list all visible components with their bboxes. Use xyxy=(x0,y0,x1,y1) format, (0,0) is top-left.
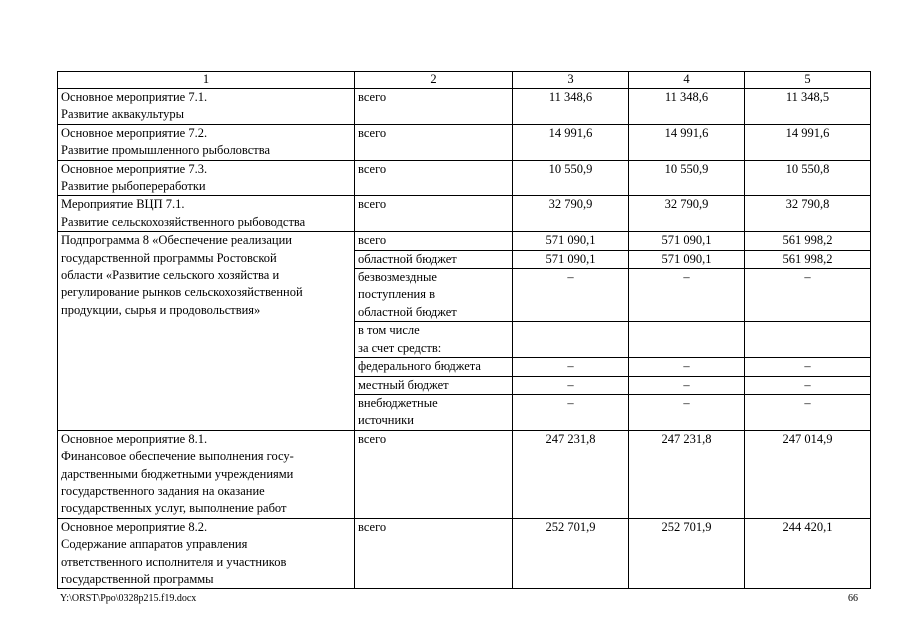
funding-source-line: поступления в xyxy=(358,287,435,302)
value-col5-cell: – xyxy=(745,358,871,376)
value-col5-cell: 14 991,6 xyxy=(745,124,871,160)
value-col3-cell: – xyxy=(513,269,629,322)
measure-name-line: государственного задания на оказание xyxy=(61,483,265,498)
footer-page-number: 66 xyxy=(848,593,858,604)
value-col5-cell: 244 420,1 xyxy=(745,518,871,589)
column-header-5: 5 xyxy=(745,72,871,89)
funding-source-line: местный бюджет xyxy=(358,377,449,392)
table-row xyxy=(58,124,871,160)
measure-name-cell xyxy=(58,518,355,589)
value-col5-cell: 11 348,5 xyxy=(745,89,871,125)
value-col4-cell: 247 231,8 xyxy=(629,430,745,518)
value-col5-cell: 247 014,9 xyxy=(745,430,871,518)
measure-name-line: Развитие рыбопереработки xyxy=(61,179,206,194)
measure-name-line: Развитие промышленного рыболовства xyxy=(61,143,271,158)
column-header-2: 2 xyxy=(355,72,513,89)
table-row xyxy=(58,196,871,232)
value-col4-cell: – xyxy=(629,394,745,430)
value-col3-cell: – xyxy=(513,358,629,376)
value-col3-cell: 11 348,6 xyxy=(513,89,629,125)
value-col4-cell: 32 790,9 xyxy=(629,196,745,232)
funding-source-cell: всего xyxy=(355,196,513,232)
subprogram-name-line: продукции, сырья и продовольствия» xyxy=(61,302,261,317)
measure-name-cell xyxy=(58,160,355,196)
funding-source-line: внебюджетные xyxy=(358,395,438,410)
funding-source-cell xyxy=(355,232,513,250)
value-col5-cell: – xyxy=(745,269,871,322)
measure-name-cell xyxy=(58,196,355,232)
funding-source-line: источники xyxy=(358,413,414,428)
funding-source-line: безвозмездные xyxy=(358,270,437,285)
value-col4-cell: 252 701,9 xyxy=(629,518,745,589)
value-col5-cell: 561 998,2 xyxy=(745,250,871,268)
measure-name-line: Основное мероприятие 8.1. xyxy=(61,431,208,446)
funding-source-cell: всего xyxy=(355,430,513,518)
funding-source-line: за счет средств: xyxy=(358,340,442,355)
measure-name-line: государственных услуг, выполнение работ xyxy=(61,501,287,516)
subprogram-name-line: регулирование рынков сельскохозяйственной xyxy=(61,285,303,300)
value-col3-cell: 571 090,1 xyxy=(513,250,629,268)
funding-source-cell: всего xyxy=(355,89,513,125)
value-col4-cell: 14 991,6 xyxy=(629,124,745,160)
column-header-1: 1 xyxy=(58,72,355,89)
value-col3-cell: 10 550,9 xyxy=(513,160,629,196)
subprogram-name-cell xyxy=(58,232,355,430)
funding-source-cell xyxy=(355,322,513,358)
value-col4-cell: 571 090,1 xyxy=(629,250,745,268)
footer-file-path: Y:\ORST\Ppo\0328p215.f19.docx xyxy=(60,593,197,604)
value-col5-cell: 561 998,2 xyxy=(745,232,871,250)
value-col3-cell: 32 790,9 xyxy=(513,196,629,232)
subprogram-name-line: области «Развитие сельского хозяйства и xyxy=(61,268,280,283)
value-col4-cell: 571 090,1 xyxy=(629,232,745,250)
value-col3-cell xyxy=(513,322,629,358)
funding-source-cell xyxy=(355,394,513,430)
funding-source-cell xyxy=(355,376,513,394)
measure-name-line: Основное мероприятие 8.2. xyxy=(61,519,208,534)
funding-source-line: областной бюджет xyxy=(358,251,457,266)
funding-source-cell xyxy=(355,269,513,322)
measure-name-cell xyxy=(58,430,355,518)
table-row xyxy=(58,518,871,589)
value-col5-cell: 10 550,8 xyxy=(745,160,871,196)
column-header-4: 4 xyxy=(629,72,745,89)
measure-name-cell xyxy=(58,89,355,125)
funding-source-cell xyxy=(355,250,513,268)
measure-name-line: Основное мероприятие 7.1. xyxy=(61,90,208,104)
subprogram-name-line: государственной программы Ростовской xyxy=(61,250,277,265)
funding-source-line: федерального бюджета xyxy=(358,359,481,374)
measure-name-line: Содержание аппаратов управления xyxy=(61,537,248,552)
funding-source-line: в том числе xyxy=(358,323,420,338)
value-col4-cell: – xyxy=(629,358,745,376)
subprogram-name-line: Подпрограмма 8 «Обеспечение реализации xyxy=(61,233,292,248)
value-col4-cell xyxy=(629,322,745,358)
value-col3-cell: 571 090,1 xyxy=(513,232,629,250)
measure-name-line: Развитие аквакультуры xyxy=(61,107,185,122)
budget-table xyxy=(57,71,871,589)
measure-name-cell xyxy=(58,124,355,160)
table-row xyxy=(58,232,871,250)
measure-name-line: государственной программы xyxy=(61,571,214,586)
table-header-row xyxy=(58,72,871,89)
funding-source-cell: всего xyxy=(355,518,513,589)
funding-source-cell: всего xyxy=(355,160,513,196)
value-col4-cell: 11 348,6 xyxy=(629,89,745,125)
value-col4-cell: 10 550,9 xyxy=(629,160,745,196)
value-col5-cell: – xyxy=(745,376,871,394)
value-col3-cell: 247 231,8 xyxy=(513,430,629,518)
value-col4-cell: – xyxy=(629,376,745,394)
value-col3-cell: 14 991,6 xyxy=(513,124,629,160)
measure-name-line: дарственными бюджетными учреждениями xyxy=(61,466,294,481)
funding-source-line: всего xyxy=(358,233,387,248)
measure-name-line: Развитие сельскохозяйственного рыбоводства xyxy=(61,214,306,229)
value-col5-cell xyxy=(745,322,871,358)
value-col3-cell: – xyxy=(513,376,629,394)
funding-source-line: областной бюджет xyxy=(358,304,457,319)
value-col3-cell: 252 701,9 xyxy=(513,518,629,589)
measure-name-line: ответственного исполнителя и участников xyxy=(61,554,287,569)
table-row xyxy=(58,430,871,518)
value-col3-cell: – xyxy=(513,394,629,430)
measure-name-line: Финансовое обеспечение выполнения госу- xyxy=(61,449,294,464)
value-col5-cell: – xyxy=(745,394,871,430)
value-col4-cell: – xyxy=(629,269,745,322)
measure-name-line: Основное мероприятие 7.3. xyxy=(61,161,208,176)
column-header-3: 3 xyxy=(513,72,629,89)
table-row xyxy=(58,89,871,125)
funding-source-cell: всего xyxy=(355,124,513,160)
measure-name-line: Мероприятие ВЦП 7.1. xyxy=(61,197,185,212)
measure-name-line: Основное мероприятие 7.2. xyxy=(61,125,208,140)
table-row xyxy=(58,160,871,196)
value-col5-cell: 32 790,8 xyxy=(745,196,871,232)
funding-source-cell xyxy=(355,358,513,376)
